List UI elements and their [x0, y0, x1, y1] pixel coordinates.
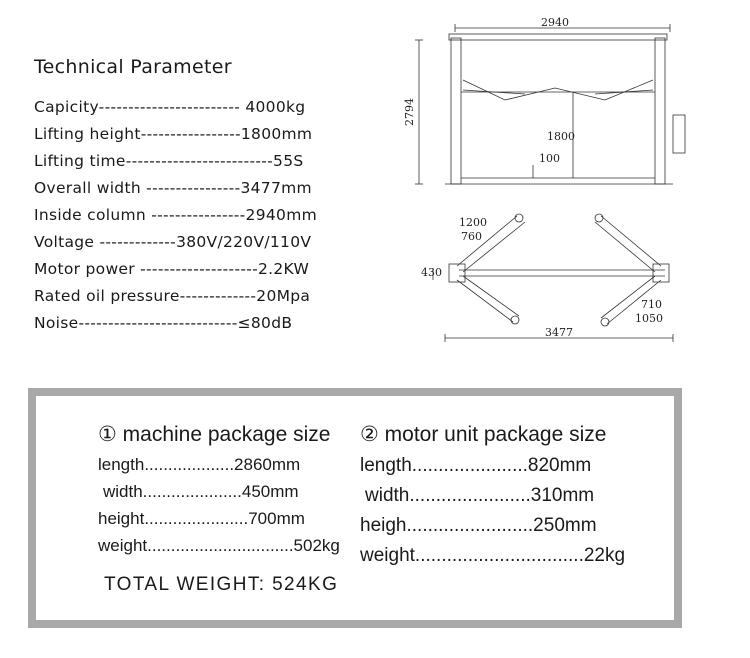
technical-parameter-title: Technical Parameter — [34, 56, 232, 78]
dim-base: 430 — [421, 266, 442, 279]
machine-width: width.....................450mm — [103, 482, 299, 501]
motor-weight: weight................................22kg — [360, 545, 626, 566]
machine-length: length...................2860mm — [98, 455, 301, 474]
arm-right-upper — [601, 216, 661, 266]
motor-unit — [673, 115, 685, 153]
package-size-panel — [36, 396, 674, 620]
right-column — [655, 38, 665, 184]
dim-arm-r-long: 1050 — [635, 312, 663, 325]
lift-drawing-svg — [405, 10, 705, 350]
param-capacity: Capicity------------------------ 4000kg — [34, 98, 306, 116]
param-inside-column: Inside column ----------------2940mm — [34, 206, 317, 224]
motor-width: width.......................310mm — [365, 485, 595, 506]
param-motor-power: Motor power --------------------2.2KW — [34, 260, 310, 278]
motor-package-section — [360, 422, 625, 571]
machine-package-heading: ① machine package size — [98, 423, 331, 446]
param-rated-oil-pressure: Rated oil pressure-------------20Mpa — [34, 287, 311, 305]
dim-arm-short: 760 — [461, 230, 482, 243]
technical-parameter-list — [34, 94, 374, 337]
dim-overall: 3477 — [545, 326, 573, 339]
param-lifting-height: Lifting height-----------------1800mm — [34, 125, 313, 143]
param-noise: Noise---------------------------≤80dB — [34, 314, 293, 332]
left-column — [451, 38, 461, 184]
motor-package-heading: ② motor unit package size — [360, 423, 607, 446]
dim-height: 2794 — [403, 98, 416, 126]
param-lifting-time: Lifting time-------------------------55S — [34, 152, 304, 170]
motor-height: heigh........................250mm — [360, 515, 597, 536]
dim-lift: 1800 — [547, 130, 575, 143]
machine-height: height......................700mm — [98, 509, 305, 528]
machine-package-section — [98, 422, 340, 559]
dim-low: 100 — [539, 152, 560, 165]
machine-weight: weight...............................502kg — [98, 536, 340, 555]
motor-length: length......................820mm — [360, 455, 592, 476]
dim-width-top: 2940 — [541, 16, 569, 29]
param-overall-width: Overall width ----------------3477mm — [34, 179, 312, 197]
param-voltage: Voltage -------------380V/220V/110V — [34, 233, 312, 251]
dim-arm-long: 1200 — [459, 216, 487, 229]
arm-left-lower — [457, 280, 513, 322]
package-size-frame — [28, 388, 682, 628]
lift-technical-drawing — [405, 10, 705, 350]
dim-arm-r-short: 710 — [641, 298, 662, 311]
total-weight: TOTAL WEIGHT: 524KG — [104, 574, 339, 595]
